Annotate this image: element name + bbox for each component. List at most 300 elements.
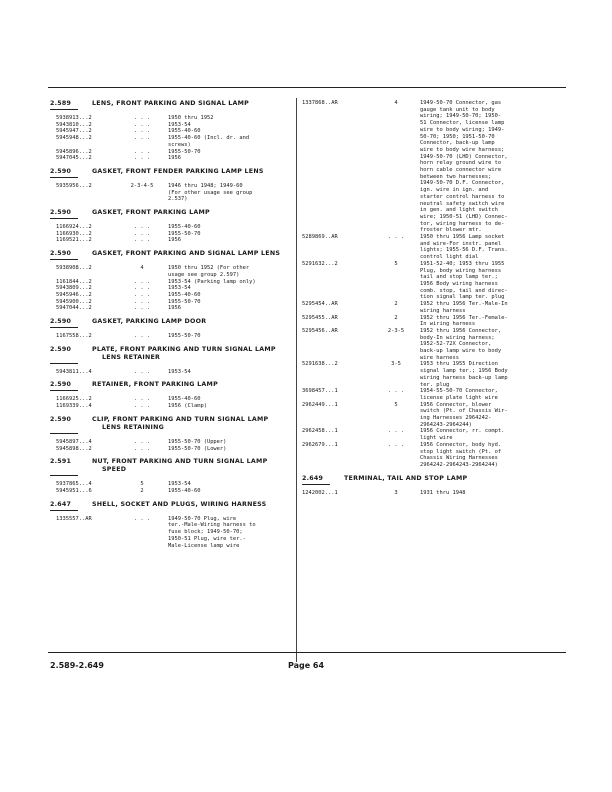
section-heading [302,475,564,483]
section-number: 2.590 [50,209,72,217]
quantity-code: . . . [133,155,151,162]
description-line: Chassis Wiring Harnesses [420,455,498,462]
description-line: light wire [420,435,453,442]
part-description [168,135,290,148]
description-line: 1955-50-70 [168,298,201,305]
part-number: 5945900...2 [56,298,92,305]
quantity-code: . . . [133,237,151,244]
quantity-code: . . . [133,396,151,403]
description-line: Connector, back-up lamp [420,140,495,147]
part-number: 2962679...1 [302,441,338,448]
description-line: neutral safety switch wire [420,200,505,207]
part-description [168,439,290,446]
part-number: 5945951...6 [56,487,92,494]
section-number: 2.590 [50,381,72,389]
description-line: 1955-50-70 [168,148,201,155]
section-number: 2.590 [50,345,72,353]
section-underline [50,510,78,511]
description-line: 2964243-2964244) [420,421,472,428]
part-description [168,516,290,550]
section-heading [50,416,290,424]
part-row [50,285,290,292]
quantity-code: 2-3-5 [387,327,405,334]
part-description [168,128,290,135]
quantity-code: . . . [133,291,151,298]
quantity-code: . . . [133,438,151,445]
part-description [168,403,290,410]
part-row [302,315,564,328]
section-underline [50,390,78,391]
part-row [302,490,564,497]
section-number: 2.649 [302,474,324,482]
section-title: RETAINER, FRONT PARKING LAMP [92,381,218,389]
description-line: 1953-54 [168,121,191,128]
description-line: 1953 thru 1955 Direction [420,361,498,368]
description-line: control light dial [420,254,479,261]
description-line: license plate light wire [420,394,498,401]
catalog-section [50,381,290,409]
section-title: SHELL, SOCKET AND PLUGS, WIRING HARNESS [92,500,267,508]
description-line: 1956 Connector, body hyd. [420,441,502,448]
part-description [420,261,564,301]
part-description [168,115,290,122]
description-line: 1949-50-70 D.F. Connector, [420,180,505,187]
description-line: screws) [168,141,191,148]
section-heading [50,458,290,466]
description-line: ign. wire in ign. and [420,187,489,194]
description-line: lights; 1955-56 D.F. Trans. [420,247,508,254]
description-line: fuse block; 1949-50-70; [168,529,243,536]
description-line: back-up lamp wire to body [420,348,502,355]
part-description [168,224,290,231]
part-number: 5943810...2 [56,121,92,128]
part-row [50,122,290,129]
part-number: 1337868..AR [302,100,338,106]
description-line: starter control harness to [420,193,505,200]
description-line: 1953-54 [168,285,191,292]
description-line: and wire-For instr. panel [420,240,502,247]
section-heading [50,318,290,326]
description-line: 1953-54 [168,481,191,488]
part-description [168,396,290,403]
part-description [420,328,564,362]
section-underline [50,327,78,328]
description-line: gauge tank unit to body [420,106,495,113]
description-line: 1955-40-60 [168,224,201,231]
part-description [168,237,290,244]
description-line: 1955-50-70 (Lower) [168,445,227,452]
part-row [50,481,290,488]
part-description [420,388,564,401]
description-line: between two harnesses; [420,173,492,180]
description-line: 2964242-2964243-2964244) [420,461,498,468]
part-row [50,369,290,376]
section-number: 2.591 [50,458,72,466]
description-line: ing Harnesses 2964242- [420,415,492,422]
part-number: 5937865...4 [56,481,92,488]
quantity-code: . . . [133,121,151,128]
part-number: 1167558...2 [56,333,92,340]
bottom-rule [48,652,566,653]
part-number: 5289869..AR [302,234,338,241]
quantity-code: 2 [140,487,144,494]
part-description [168,155,290,162]
description-line: wiring harness [420,307,466,314]
description-line: 1956 (Clamp) [168,403,207,410]
quantity-code: . . . [387,428,405,435]
part-description [168,149,290,156]
part-number: 5947045...2 [56,155,92,162]
description-line: 50-70; 1950; 1951-50-70 [420,133,495,140]
description-line: 1949-50-70 (LHD) Connector, [420,153,508,160]
section-title: GASKET, FRONT PARKING AND SIGNAL LAMP LENS [92,250,281,258]
description-line: 1949-50-70 Connector, gas [420,100,502,106]
quantity-code: . . . [133,403,151,410]
description-line: wire harness [420,354,459,361]
section-heading [50,100,290,108]
quantity-code: . . . [133,230,151,237]
section-title: CLIP, FRONT PARKING AND TURN SIGNAL LAMP [92,415,269,423]
description-line: 1950 thru 1952 (For other [168,265,250,272]
description-line: 1946 thru 1948; 1949-60 [168,182,243,189]
part-description [420,428,564,441]
quantity-code: 2 [394,301,398,308]
top-rule [48,87,566,88]
quantity-code: . . . [133,298,151,305]
quantity-code: . . . [133,368,151,375]
section-title: GASKET, PARKING LAMP DOOR [92,318,207,326]
section-underline [50,109,78,110]
description-line: 1952 thru 1956 Ter.-Female- [420,314,508,321]
part-row [50,155,290,162]
part-row [50,488,290,495]
section-title-line2: LENS RETAINER [102,353,161,361]
catalog-section [50,458,290,494]
description-line: In wiring harness [420,321,476,328]
part-number: 5945898...2 [56,445,92,452]
part-row [302,402,564,429]
description-line: 1949-50-70 Plug, wire [168,515,237,522]
part-description [420,315,564,328]
description-line: wiring harness back-up lamp [420,374,508,381]
part-number: 5938913...2 [56,115,92,121]
description-line: 1956 [168,237,181,244]
part-row [302,301,564,314]
catalog-section [302,100,564,469]
part-row [302,428,564,441]
quantity-code: . . . [133,135,151,142]
section-number: 2.647 [50,500,72,508]
part-description [168,279,290,286]
left-column [50,100,290,555]
part-description [168,299,290,306]
description-line: 1956 [168,155,181,162]
part-row [50,135,290,148]
part-description [420,361,564,388]
description-line: comb. stop, tail and direc- [420,287,508,294]
description-line: wire to body wiring; 1949- [420,126,505,133]
catalog-section [50,100,290,162]
part-row [50,439,290,446]
part-description [168,369,290,376]
part-row [50,396,290,403]
part-row [302,361,564,388]
description-line: 1953-54 (Parking lamp only) [168,278,256,285]
description-line: 1955-40-60 [168,396,201,403]
quantity-code: . . . [133,148,151,155]
section-heading [50,168,290,176]
description-line: wire to body wire harness; [420,146,505,153]
section-underline [50,433,78,434]
part-row [50,183,290,203]
part-number: 1166930...2 [56,230,92,237]
section-title-line2: LENS RETAINING [102,423,165,431]
part-number: 2962449...1 [302,401,338,408]
section-title: GASKET, FRONT FENDER PARKING LAMP LENS [92,167,264,175]
description-line: in gen. and light switch [420,207,498,214]
part-number: 5943809...2 [56,285,92,292]
section-underline [50,218,78,219]
description-line: 2.537) [168,196,188,203]
part-number: 1335557..AR [56,515,92,522]
footer-page-number: Page 64 [287,661,325,670]
section-number: 2.590 [50,250,72,258]
part-row [50,516,290,550]
quantity-code: . . . [133,224,151,231]
description-line: ter.-Male-Wiring harness to [168,522,256,529]
description-line: 1956 Connector, rr. compt. [420,428,505,435]
part-number: 5295456..AR [302,327,338,334]
part-description [168,446,290,453]
part-row [50,224,290,231]
section-underline [50,177,78,178]
part-number: 5943811...4 [56,368,92,375]
quantity-code: 2 [394,314,398,321]
part-description [168,305,290,312]
section-heading [50,250,290,258]
part-row [50,115,290,122]
part-row [302,388,564,401]
part-description [168,481,290,488]
part-number: 5291632...2 [302,260,338,267]
description-line: wire; 1950-51 (LHD) Connec- [420,213,508,220]
part-number: 2962458...1 [302,428,338,435]
catalog-section [50,416,290,452]
section-title-continued [50,466,290,474]
section-title: NUT, FRONT PARKING AND TURN SIGNAL LAMP [92,458,268,466]
part-description [168,122,290,129]
part-number: 5947044...2 [56,305,92,312]
section-number: 2.590 [50,415,72,423]
catalog-section [50,168,290,203]
catalog-section [50,209,290,244]
section-title-line2: SPEED [102,466,127,474]
description-line: 1955-50-70 [168,230,201,237]
part-number: 1166925...2 [56,396,92,403]
part-description [420,301,564,314]
section-number: 2.589 [50,100,72,107]
description-line: 1953-54 [168,368,191,375]
description-line: 1951-52-40; 1953 thru 1955 [420,260,505,267]
quantity-code: . . . [387,388,405,395]
section-underline [302,484,330,485]
description-line: 1950-51 Plug, wire ter.- [168,535,246,542]
part-row [302,261,564,301]
description-line: Plug, body wiring harness [420,267,502,274]
part-description [420,402,564,429]
quantity-code: . . . [133,515,151,522]
description-line: 1955-40-60 (Incl. dr. and [168,135,250,142]
part-number: 5291638...2 [302,361,338,368]
part-number: 5945947...2 [56,128,92,135]
part-row [302,328,564,362]
section-title: TERMINAL, TAIL AND STOP LAMP [344,474,468,482]
description-line: horn relay ground wire to [420,160,502,167]
catalog-section [50,250,290,312]
quantity-code: . . . [133,333,151,340]
quantity-code: . . . [387,441,405,448]
section-underline [50,259,78,260]
description-line: 1956 [168,305,181,312]
part-row [50,403,290,410]
part-row [50,299,290,306]
quantity-code: 2-3-4-5 [130,182,154,189]
column-divider [296,98,297,662]
section-heading [50,501,290,509]
quantity-code: 5 [394,260,398,267]
description-line: 1956 Body wiring harness [420,280,498,287]
part-row [50,446,290,453]
section-underline [50,363,78,364]
part-row [50,128,290,135]
part-description [420,100,564,234]
catalog-section [50,318,290,340]
part-row [50,279,290,286]
description-line: tail and stop lamp ter.; [420,274,498,281]
part-number: 5938908...2 [56,265,92,272]
catalog-section [50,501,290,550]
part-number: 3698457...1 [302,388,338,395]
description-line: 1955-50-70 [168,333,201,340]
description-line: tor, wiring harness to de- [420,220,505,227]
quantity-code: . . . [133,278,151,285]
part-number: 1169521...2 [56,237,92,244]
part-description [420,490,564,497]
part-number: 5295455..AR [302,314,338,321]
description-line: body-In wiring harness; [420,334,495,341]
part-number: 5295454..AR [302,301,338,308]
section-title: GASKET, FRONT PARKING LAMP [92,209,210,217]
description-line: wiring; 1949-50-70; 1950- [420,113,502,120]
quantity-code: 3-5 [391,361,401,368]
catalog-section [50,346,290,376]
part-description [168,292,290,299]
part-description [420,442,564,469]
description-line: 1950 thru 1952 [168,115,214,121]
description-line: (For other usage see group [168,189,253,196]
part-number: 5935956...2 [56,182,92,189]
part-row [50,292,290,299]
quantity-code: . . . [133,305,151,312]
quantity-code: . . . [133,285,151,292]
part-description [168,488,290,495]
part-number: 5945897...4 [56,438,92,445]
section-underline [50,475,78,476]
right-column [302,100,564,502]
part-number: 5945948...2 [56,135,92,142]
description-line: 1955-40-60 [168,487,201,494]
section-number: 2.590 [50,318,72,326]
part-row [50,265,290,278]
quantity-code: . . . [133,445,151,452]
section-title: PLATE, FRONT PARKING AND TURN SIGNAL LAMP [92,345,276,353]
part-description [168,231,290,238]
description-line: signal lamp ter.; 1956 Body [420,368,508,375]
quantity-code: 3 [394,489,398,496]
part-number: 5945896...2 [56,148,92,155]
part-row [50,231,290,238]
quantity-code: 4 [140,265,144,272]
description-line: Male-License lamp wire [168,542,240,549]
footer-group-range: 2.589-2.649 [50,661,104,670]
section-heading [50,209,290,217]
description-line: 1956 Connector, blower [420,401,492,408]
description-line: tion signal lamp ter. plug [420,294,505,301]
description-line: stop light switch (Pt. of [420,448,502,455]
part-row [50,149,290,156]
catalog-section [302,475,564,497]
part-description [168,265,290,278]
part-row [302,442,564,469]
part-description [168,183,290,203]
description-line: 1952-52-72X Connector, [420,341,492,348]
section-title: LENS, FRONT PARKING AND SIGNAL LAMP [92,100,250,107]
section-title-continued [50,354,290,362]
description-line: usage see group 2.597) [168,271,240,278]
part-number: 1169339...4 [56,403,92,410]
quantity-code: . . . [387,234,405,241]
part-number: 5945946...2 [56,291,92,298]
part-row [50,237,290,244]
part-row [302,234,564,261]
part-row [50,305,290,312]
description-line: 1931 thru 1948 [420,489,466,496]
quantity-code: . . . [133,128,151,135]
section-number: 2.590 [50,167,72,175]
quantity-code: . . . [133,115,151,121]
description-line: 51 Connector, license lamp [420,120,505,127]
part-number: 1166924...2 [56,224,92,231]
part-description [420,234,564,261]
quantity-code: 5 [394,401,398,408]
quantity-code: 5 [140,481,144,488]
description-line: 1955-50-70 (Upper) [168,438,227,445]
description-line: 1952 thru 1956 Connector, [420,327,502,334]
description-line: 1950 thru 1956 Lamp socket [420,234,505,241]
description-line: ter. plug [420,381,450,388]
description-line: froster blower mtr. [420,227,482,234]
description-line: 1952 thru 1956 Ter.-Male-In [420,301,508,308]
part-description [168,333,290,340]
section-heading [50,346,290,354]
description-line: switch (Pt. of Chassis Wir- [420,408,508,415]
part-row [302,100,564,234]
part-number: 1161844...2 [56,278,92,285]
quantity-code: 4 [394,100,398,106]
description-line: 1955-40-60 [168,291,201,298]
section-heading [50,381,290,389]
part-row [50,333,290,340]
